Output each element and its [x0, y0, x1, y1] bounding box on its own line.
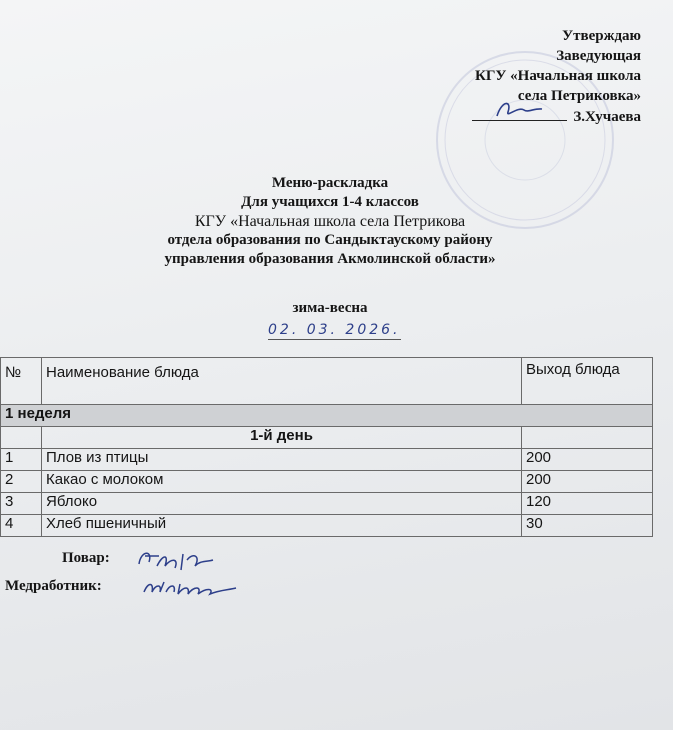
medic-signature: [140, 576, 240, 598]
row-num: 2: [1, 471, 42, 493]
row-num: 4: [1, 515, 42, 537]
approval-line: села Петриковка»: [517, 88, 641, 104]
approval-signature-line: [472, 106, 641, 127]
medic-label: Медработник:: [5, 578, 102, 594]
approval-line: КГУ «Начальная школа: [474, 68, 641, 84]
row-dish: Хлеб пшеничный: [42, 515, 522, 537]
row-dish: Какао с молоком: [42, 471, 522, 493]
row-output: 200: [522, 471, 653, 493]
table-row: [1, 515, 653, 537]
row-num: 3: [1, 493, 42, 515]
row-dish: Яблоко: [42, 493, 522, 515]
handwritten-date: 02. 03. 2026.: [268, 322, 401, 338]
director-name: З.Хучаева: [573, 109, 641, 125]
day-empty-cell: [1, 427, 42, 449]
title-line: управления образования Акмолинской области»: [164, 251, 496, 267]
row-output: 30: [522, 515, 653, 537]
cook-label: Повар:: [62, 550, 110, 566]
table-header-row: [1, 358, 653, 405]
signature-underline: [472, 106, 567, 121]
title-line: отдела образования по Сандыктаускому району: [167, 232, 493, 248]
table-row: [1, 471, 653, 493]
director-signature: [472, 98, 567, 120]
title-line: Меню-раскладка: [271, 175, 389, 191]
table-row: [1, 493, 653, 515]
approval-block: [472, 26, 641, 127]
row-dish: Плов из птицы: [42, 449, 522, 471]
cook-signature: [135, 546, 215, 572]
table-row: [1, 449, 653, 471]
day-row: [1, 427, 653, 449]
title-line: Для учащихся 1-4 классов: [241, 194, 419, 210]
row-num: 1: [1, 449, 42, 471]
approval-line: Утверждаю: [562, 28, 641, 44]
row-output: 200: [522, 449, 653, 471]
week-row: [1, 405, 653, 427]
day-empty-cell: [522, 427, 653, 449]
title-line: КГУ «Начальная школа села Петрикова: [194, 213, 466, 230]
menu-table: [0, 357, 653, 537]
row-output: 120: [522, 493, 653, 515]
season-label: зима-весна: [292, 300, 368, 316]
header-num: №: [1, 358, 42, 405]
document-title: [0, 174, 660, 269]
approval-line: Заведующая: [556, 48, 641, 64]
day-label: 1-й день: [42, 427, 522, 449]
header-dish-name: Наименование блюда: [42, 358, 522, 405]
header-output: Выход блюда: [522, 358, 653, 405]
week-label: 1 неделя: [1, 405, 653, 427]
